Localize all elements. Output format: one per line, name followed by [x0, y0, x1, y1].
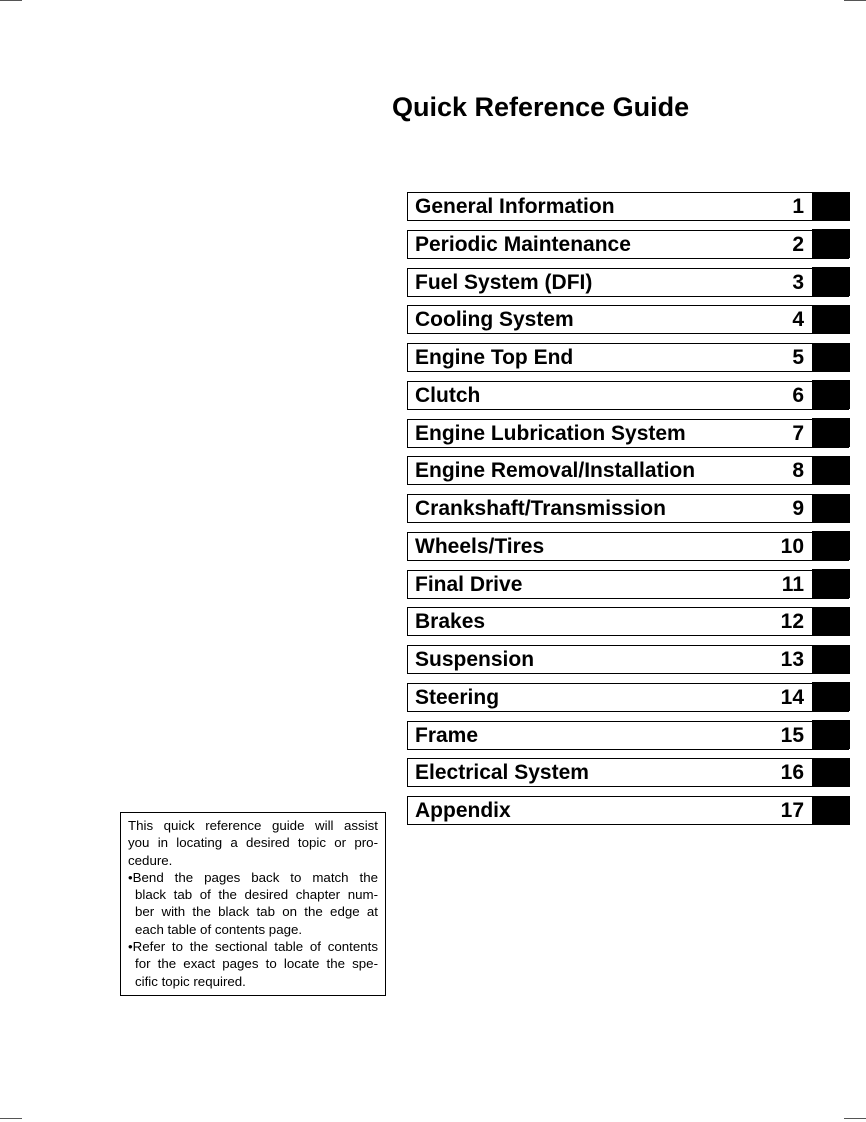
chapter-title: Wheels/Tires — [415, 534, 545, 558]
black-tab — [812, 796, 850, 825]
note-line: •Bend the pages back to match the — [128, 869, 378, 885]
black-tab — [812, 607, 850, 636]
chapter-link-7[interactable] — [407, 419, 849, 448]
chapter-title: General Information — [415, 195, 615, 218]
chapter-number: 14 — [780, 685, 804, 709]
crop-mark — [0, 0, 22, 1]
chapter-link-16[interactable] — [407, 758, 849, 787]
chapter-link-1[interactable] — [407, 192, 849, 221]
black-tab — [812, 305, 850, 334]
chapter-title: Fuel System (DFI) — [415, 270, 593, 294]
chapter-title: Brakes — [415, 610, 486, 634]
usage-note-box — [120, 812, 386, 996]
chapter-number: 11 — [781, 572, 804, 596]
chapter-title: Engine Removal/Installation — [415, 459, 696, 483]
chapter-title: Frame — [415, 723, 479, 747]
black-tab — [812, 682, 850, 711]
chapter-title: Steering — [415, 685, 500, 709]
chapter-list — [407, 192, 849, 834]
chapter-link-17[interactable] — [407, 796, 849, 825]
chapter-number: 17 — [780, 799, 804, 822]
chapter-link-10[interactable] — [407, 532, 849, 561]
chapter-title: Cooling System — [415, 308, 574, 332]
black-tab — [812, 343, 850, 372]
black-tab — [812, 569, 850, 598]
note-line: for the exact pages to locate the spe- — [135, 956, 378, 972]
chapter-title: Clutch — [415, 383, 481, 407]
chapter-title: Crankshaft/Transmission — [415, 497, 666, 520]
chapter-number: 5 — [792, 346, 804, 369]
chapter-title: Suspension — [415, 648, 535, 671]
chapter-number: 4 — [792, 308, 804, 332]
chapter-number: 12 — [780, 610, 804, 634]
chapter-link-5[interactable] — [407, 343, 849, 372]
black-tab — [812, 645, 850, 674]
chapter-link-6[interactable] — [407, 381, 849, 410]
black-tab — [812, 418, 850, 447]
note-line: cedure. — [128, 852, 173, 868]
chapter-number: 16 — [780, 761, 804, 785]
chapter-number: 3 — [792, 270, 804, 294]
chapter-number: 8 — [792, 459, 804, 483]
chapter-number: 6 — [792, 383, 804, 407]
chapter-number: 15 — [780, 723, 804, 747]
black-tab — [812, 229, 850, 258]
chapter-link-15[interactable] — [407, 721, 849, 750]
chapter-link-4[interactable] — [407, 305, 849, 334]
crop-mark — [0, 1118, 22, 1119]
chapter-link-9[interactable] — [407, 494, 849, 523]
chapter-title: Engine Top End — [415, 346, 574, 369]
chapter-link-12[interactable] — [407, 607, 849, 636]
chapter-link-3[interactable] — [407, 268, 849, 297]
black-tab — [812, 758, 850, 787]
chapter-title: Periodic Maintenance — [415, 232, 631, 256]
chapter-title: Appendix — [415, 799, 511, 822]
chapter-link-13[interactable] — [407, 645, 849, 674]
chapter-link-14[interactable] — [407, 683, 849, 712]
black-tab — [812, 456, 850, 485]
chapter-title: Electrical System — [415, 761, 589, 785]
note-line: cific topic required. — [135, 973, 246, 989]
black-tab — [812, 192, 850, 221]
page-title: Quick Reference Guide — [392, 92, 690, 122]
black-tab — [812, 380, 850, 409]
chapter-number: 10 — [780, 534, 804, 558]
black-tab — [812, 531, 850, 560]
chapter-number: 9 — [792, 497, 804, 520]
note-line: This quick reference guide will assist — [128, 818, 378, 833]
chapter-link-2[interactable] — [407, 230, 849, 259]
black-tab — [812, 267, 850, 296]
black-tab — [812, 720, 850, 749]
crop-mark — [844, 1118, 866, 1119]
crop-mark — [844, 0, 866, 1]
note-line: you in locating a desired topic or pro- — [128, 835, 378, 851]
note-line: •Refer to the sectional table of contents — [128, 939, 378, 955]
chapter-number: 1 — [792, 195, 804, 218]
chapter-title: Final Drive — [415, 572, 523, 596]
chapter-link-8[interactable] — [407, 456, 849, 485]
chapter-number: 13 — [780, 648, 804, 671]
chapter-link-11[interactable] — [407, 570, 849, 599]
chapter-number: 2 — [792, 232, 804, 256]
chapter-number: 7 — [792, 421, 804, 445]
black-tab — [812, 494, 850, 523]
chapter-title: Engine Lubrication System — [415, 421, 686, 445]
note-line: each table of contents page. — [135, 921, 303, 937]
note-line: black tab of the desired chapter num- — [135, 887, 378, 903]
note-line: ber with the black tab on the edge at — [135, 904, 378, 920]
